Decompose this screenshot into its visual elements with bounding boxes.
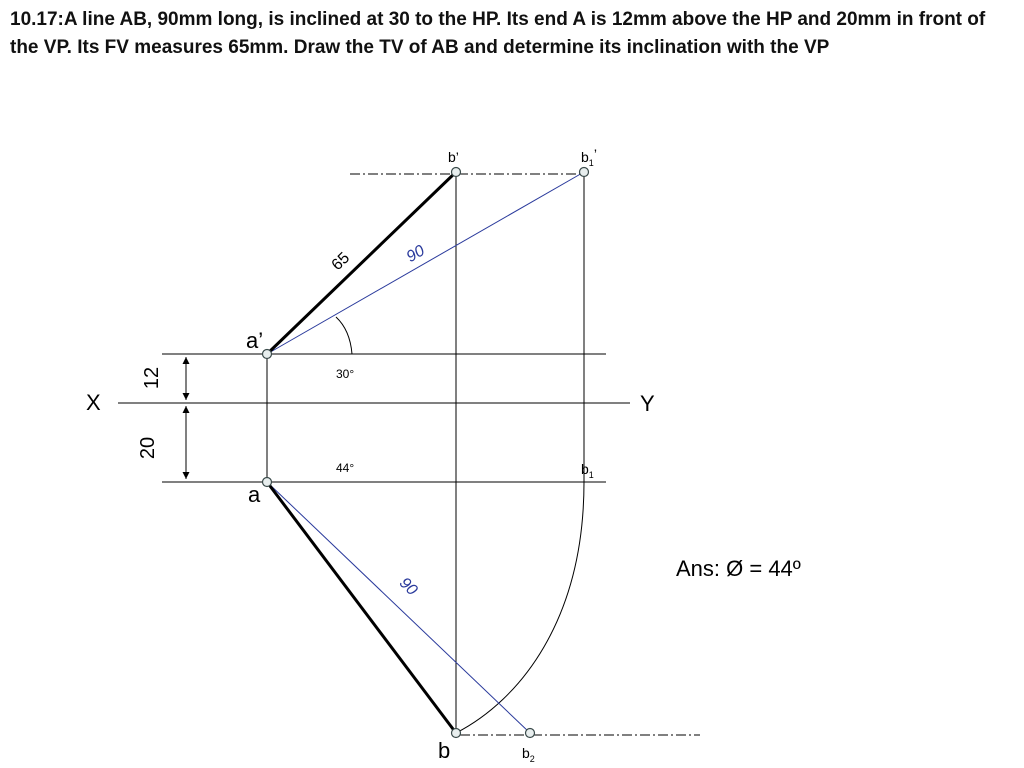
height-dimension-label: 12 xyxy=(141,366,163,390)
label-b-prime: b’ xyxy=(448,149,459,165)
point-b-prime xyxy=(452,168,461,177)
vp-angle-label: 44° xyxy=(336,461,355,475)
label-a-prime: a’ xyxy=(246,328,264,353)
point-a xyxy=(263,478,272,487)
true-length-fv-label: 90 xyxy=(403,242,428,266)
answer-text: Ans: Ø = 44º xyxy=(676,556,801,581)
label-b: b xyxy=(438,738,451,763)
top-view-line xyxy=(267,482,456,733)
label-b1: $b_1$ xyxy=(581,461,594,480)
true-length-tv-label: 90 xyxy=(395,574,421,600)
fv-length-label: 65 xyxy=(328,249,354,275)
y-axis-label: Y xyxy=(640,391,655,416)
point-b2 xyxy=(526,729,535,738)
b1-swing-arc xyxy=(456,482,584,733)
problem-statement: 10.17:A line AB, 90mm long, is inclined at 30 to the HP. Its end A is 12mm above the HP and 20mm in front of the VP. Its FV measures 65mm. Draw the TV of AB and determine its inclination with the VP xyxy=(10,9,986,58)
front-view-line xyxy=(267,172,456,354)
label-b2: $b_2$ xyxy=(522,745,535,764)
x-axis-label: X xyxy=(86,390,101,415)
hp-angle-arc xyxy=(336,317,352,354)
label-a: a xyxy=(248,482,261,507)
point-b1-prime xyxy=(580,168,589,177)
label-b1-prime: $b_1$’ xyxy=(581,146,597,168)
point-b xyxy=(452,729,461,738)
distance-dimension-label: 20 xyxy=(137,436,159,460)
point-a-prime xyxy=(263,350,272,359)
hp-angle-label: 30° xyxy=(336,367,355,381)
true-length-line-tv xyxy=(267,482,530,733)
